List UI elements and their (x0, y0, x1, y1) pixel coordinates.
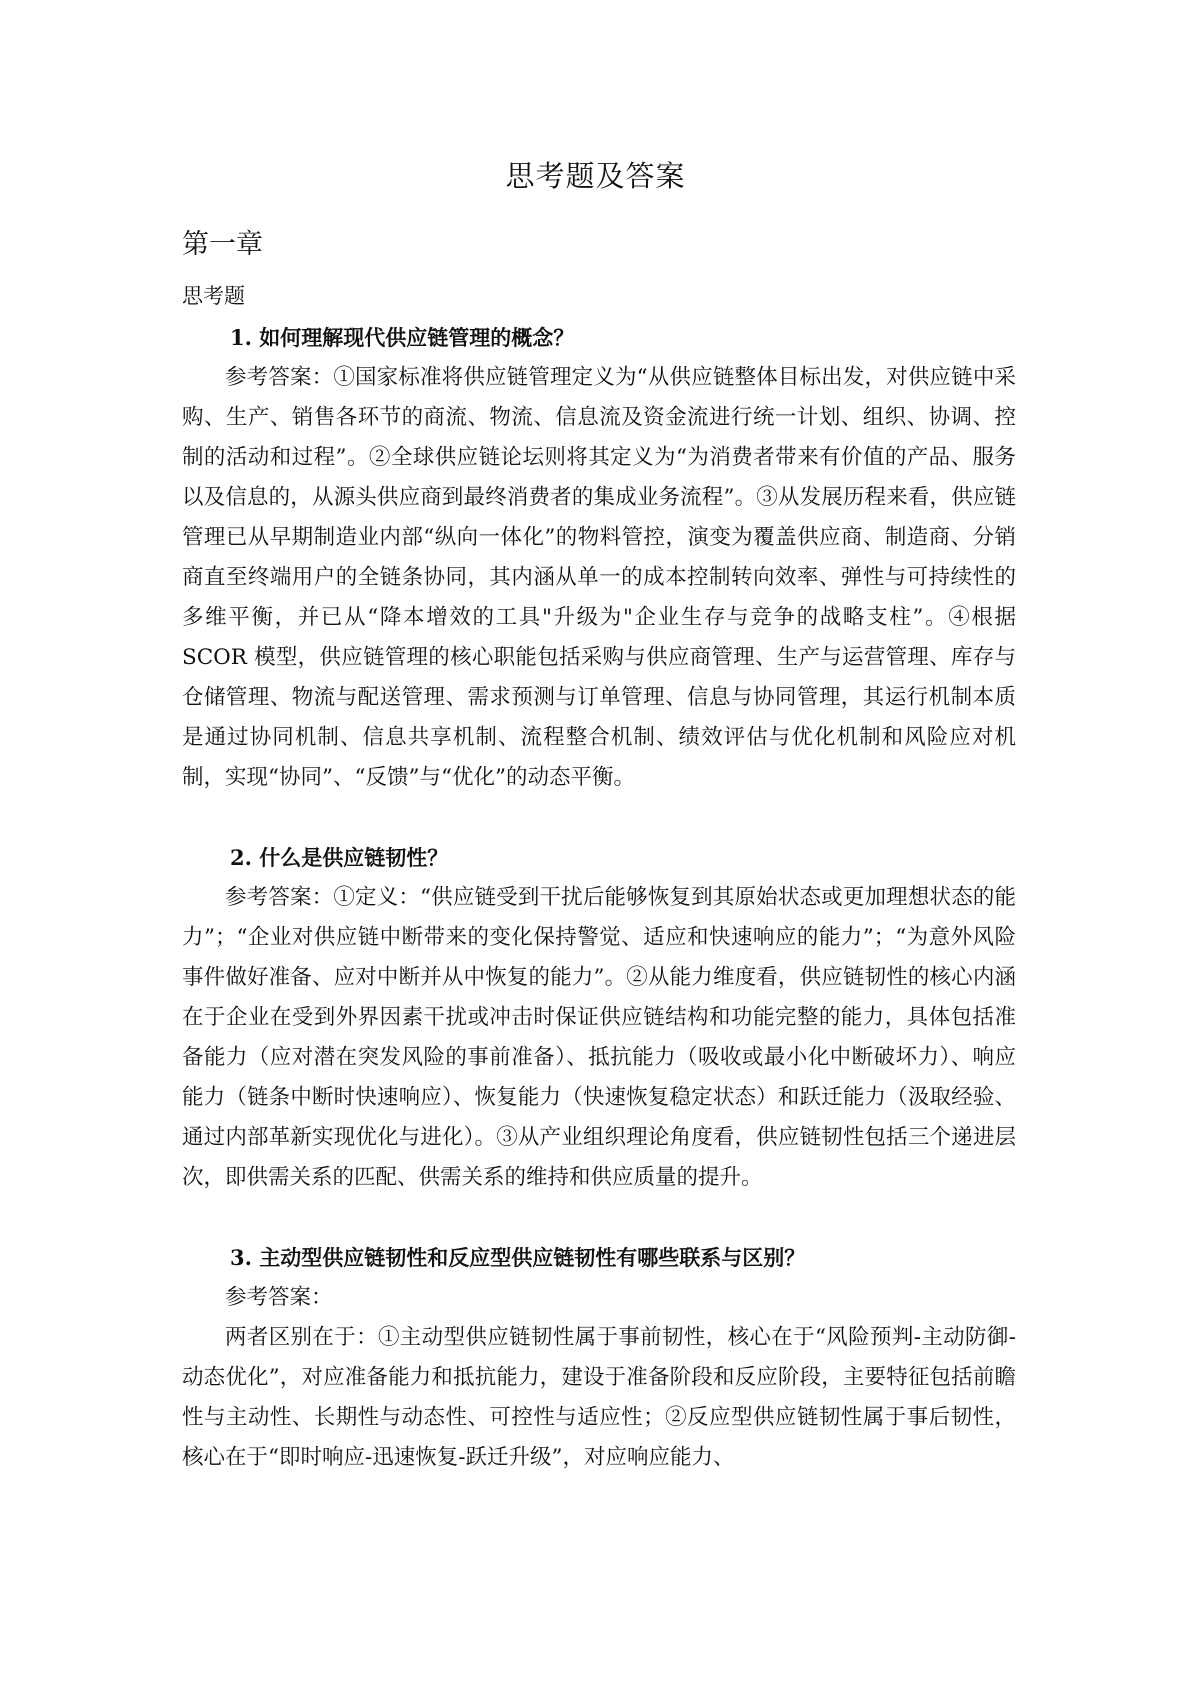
document-title: 思考题及答案 (505, 159, 686, 193)
answer-paragraph: 两者区别在于：①主动型供应链韧性属于事前韧性，核心在于“风险预判-主动防御-动态优化”，对应准备能力和抵抗能力，建设于准备阶段和反应阶段，主要特征包括前瞻性与主动性、长期性与动态性、可控性与适应性；②反应型供应链韧性属于事后韧性，核心在于“即时响应-迅速恢复-跃迁升级”，对应响应能力、 (182, 1325, 1016, 1470)
question-block (182, 318, 1016, 798)
question-heading: 1. 如何理解现代供应链管理的概念？ (230, 325, 575, 350)
document-body (182, 318, 1016, 1478)
question-block (182, 1238, 1016, 1478)
answer-paragraph: 参考答案：①国家标准将供应链管理定义为“从供应链整体目标出发，对供应链中采购、生产、销售各环节的商流、物流、信息流及资金流进行统一计划、组织、协调、控制的活动和过程”。②全球供应链论坛则将其定义为“为消费者带来有价值的产品、服务以及信息的，从源头供应商到最终消费者的集成业务流程”。③从发展历程来看，供应链管理已从早期制造业内部“纵向一体化”的物料管控，演变为覆盖供应商、制造商、分销商直至终端用户的全链条协同，其内涵从单一的成本控制转向效率、弹性与可持续性的多维平衡，并已从“降本增效的工具"升级为"企业生存与竞争的战略支柱”。④根据 SCOR 模型，供应链管理的核心职能包括采购与供应商管理、生产与运营管理、库存与仓储管理、物流与配送管理、需求预测与订单管理、信息与协同管理，其运行机制本质是通过协同机制、信息共享机制、流程整合机制、绩效评估与优化机制和风险应对机制，实现“协同”、“反馈”与“优化”的动态平衡。 (182, 365, 1016, 790)
answer-paragraph: 参考答案：①定义：“供应链受到干扰后能够恢复到其原始状态或更加理想状态的能力”；“企业对供应链中断带来的变化保持警觉、适应和快速响应的能力”；“为意外风险事件做好准备、应对中断并从中恢复的能力”。②从能力维度看，供应链韧性的核心内涵在于企业在受到外界因素干扰或冲击时保证供应链结构和功能完整的能力，具体包括准备能力（应对潜在突发风险的事前准备）、抵抗能力（吸收或最小化中断破坏力）、响应能力（链条中断时快速响应）、恢复能力（快速恢复稳定状态）和跃迁能力（汲取经验、通过内部革新实现优化与进化）。③从产业组织理论角度看，供应链韧性包括三个递进层次，即供需关系的匹配、供需关系的维持和供应质量的提升。 (182, 885, 1016, 1190)
section-label: 思考题 (182, 284, 245, 308)
question-block (182, 838, 1016, 1198)
answer-paragraph: 参考答案： (225, 1285, 333, 1310)
chapter-heading: 第一章 (182, 229, 263, 260)
question-heading: 3. 主动型供应链韧性和反应型供应链韧性有哪些联系与区别？ (230, 1245, 806, 1270)
question-heading: 2. 什么是供应链韧性？ (230, 845, 449, 870)
